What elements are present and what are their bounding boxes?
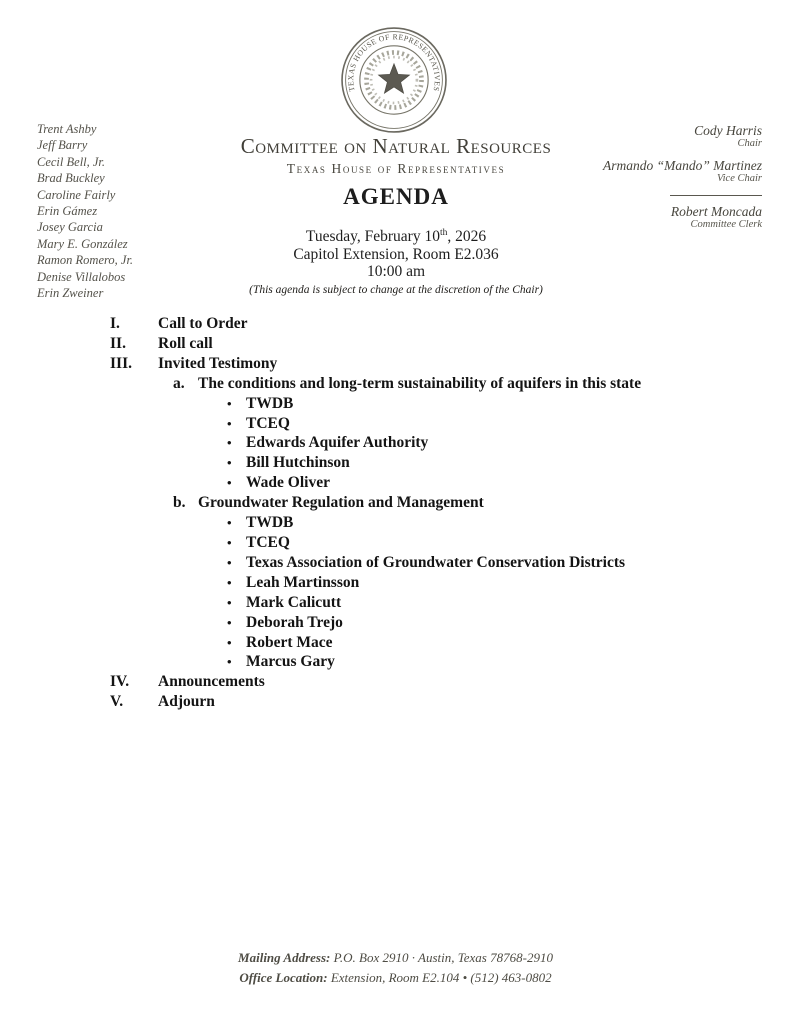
- agenda-subitem-letter: a.: [173, 374, 185, 392]
- bullet-icon: [227, 433, 246, 453]
- member-name: Brad Buckley: [37, 171, 105, 186]
- agenda-list: [110, 314, 710, 712]
- meeting-time: 10:00 am: [366, 263, 426, 281]
- meeting-location: Capitol Extension, Room E2.036: [293, 245, 499, 263]
- office-location-label: Office Location:: [239, 970, 328, 985]
- bullet-icon: [227, 613, 246, 633]
- member-name: Denise Villalobos: [37, 269, 126, 284]
- agenda-bullet: [110, 533, 710, 553]
- officers-block: [532, 123, 762, 239]
- member-list: [37, 121, 207, 301]
- agenda-bullet: [110, 394, 710, 414]
- bullet-icon: [227, 533, 246, 553]
- bullet-icon: [227, 593, 246, 613]
- agenda-bullet-text: Marcus Gary: [246, 653, 335, 671]
- member-name: Trent Ashby: [37, 122, 97, 136]
- agenda-bullet: [110, 613, 710, 633]
- member-name: Mary E. González: [37, 236, 128, 251]
- agenda-bullet-text: Robert Mace: [246, 633, 333, 651]
- agenda-item: [110, 354, 710, 374]
- agenda-subitem-letter: b.: [173, 494, 186, 512]
- member-name: Erin Gámez: [37, 204, 98, 219]
- agenda-numeral: I.: [110, 315, 120, 332]
- clerk-divider: [670, 195, 762, 196]
- agenda-bullet-text: TCEQ: [246, 414, 290, 432]
- seal-star: [379, 64, 410, 93]
- bullet-icon: [227, 573, 246, 593]
- agenda-bullet: [110, 652, 710, 672]
- office-location-line: [0, 968, 791, 988]
- agenda-item: [110, 314, 710, 334]
- agenda-item-title: Announcements: [158, 673, 265, 691]
- agenda-item-title: Adjourn: [158, 693, 215, 711]
- bullet-icon: [227, 453, 246, 473]
- vice-chair-name: Armando “Mando” Martinez: [602, 158, 762, 173]
- mailing-address-label: Mailing Address:: [238, 950, 331, 965]
- clerk-name: Robert Moncada: [670, 204, 762, 219]
- bullet-icon: [227, 394, 246, 414]
- date-ordinal: th: [439, 227, 448, 238]
- agenda-bullet: [110, 633, 710, 653]
- agenda-bullet: [110, 473, 710, 493]
- agenda-item-title: Call to Order: [158, 315, 248, 332]
- agenda-item-title: Roll call: [158, 334, 213, 352]
- agenda-numeral: II.: [110, 334, 126, 352]
- vice-chair-title: Vice Chair: [716, 173, 762, 184]
- agenda-bullet-text: TWDB: [246, 394, 294, 412]
- bullet-icon: [227, 633, 246, 653]
- agenda-item: [110, 692, 710, 712]
- member-name: Ramon Romero, Jr.: [37, 253, 134, 268]
- agenda-bullet-text: Leah Martinsson: [246, 573, 360, 591]
- chair-title: Chair: [737, 138, 762, 149]
- chamber-name: Texas House of Representatives: [286, 161, 506, 176]
- agenda-bullet-text: Mark Calicutt: [246, 593, 342, 611]
- seal-ring-text: TEXAS HOUSE OF REPRESENTATIVES: [346, 32, 442, 93]
- agenda-bullet: [110, 433, 710, 453]
- bullet-icon: [227, 652, 246, 672]
- agenda-bullet: [110, 553, 710, 573]
- footer-contact: [0, 948, 791, 988]
- agenda-subitem-title: The conditions and long-term sustainability of aquifers in this state: [198, 374, 642, 392]
- member-name: Erin Zweiner: [37, 286, 104, 301]
- document-title: AGENDA: [343, 184, 449, 209]
- agenda-item: [110, 672, 710, 692]
- member-name: Caroline Fairly: [37, 187, 116, 202]
- agenda-bullet-text: Edwards Aquifer Authority: [246, 434, 429, 452]
- meeting-date: Tuesday, February 10th, 2026: [305, 227, 487, 245]
- agenda-bullet: [110, 414, 710, 434]
- agenda-bullet: [110, 573, 710, 593]
- agenda-numeral: V.: [110, 693, 124, 711]
- agenda-subitem: [110, 374, 710, 394]
- member-name: Josey Garcia: [37, 220, 103, 235]
- agenda-bullet-text: TWDB: [246, 514, 294, 532]
- agenda-item-title: Invited Testimony: [158, 354, 278, 372]
- agenda-bullet-text: Bill Hutchinson: [246, 454, 350, 472]
- agenda-subitem: [110, 493, 710, 513]
- agenda-numeral: III.: [110, 354, 132, 372]
- agenda-numeral: IV.: [110, 673, 130, 691]
- agenda-item: [110, 334, 710, 354]
- agenda-bullet: [110, 453, 710, 473]
- committee-title: Committee on Natural Resources: [240, 134, 552, 158]
- meeting-note: (This agenda is subject to change at the discretion of the Chair): [249, 283, 543, 296]
- clerk-title: Committee Clerk: [690, 219, 762, 230]
- agenda-bullet: [110, 513, 710, 533]
- house-seal: [340, 26, 448, 134]
- office-location-value: Extension, Room E2.104 • (512) 463-0802: [327, 970, 552, 985]
- agenda-bullet-text: TCEQ: [246, 533, 290, 551]
- member-name: Cecil Bell, Jr.: [37, 154, 106, 169]
- bullet-icon: [227, 473, 246, 493]
- agenda-bullet-text: Wade Oliver: [246, 474, 330, 492]
- agenda-subitem-title: Groundwater Regulation and Management: [198, 494, 484, 512]
- bullet-icon: [227, 414, 246, 434]
- mailing-address-line: [0, 948, 791, 968]
- bullet-icon: [227, 553, 246, 573]
- chair-name: Cody Harris: [694, 123, 762, 138]
- agenda-bullet-text: Deborah Trejo: [246, 613, 343, 631]
- mailing-address-value: P.O. Box 2910 · Austin, Texas 78768-2910: [330, 950, 553, 965]
- agenda-bullet: [110, 593, 710, 613]
- bullet-icon: [227, 513, 246, 533]
- agenda-bullet-text: Texas Association of Groundwater Conservation Districts: [246, 553, 626, 571]
- member-name: Jeff Barry: [37, 138, 88, 153]
